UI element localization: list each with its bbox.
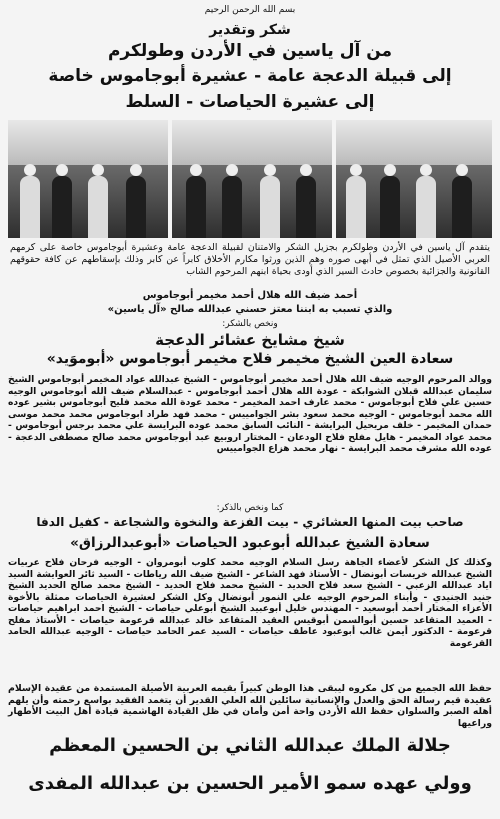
sheikh-title: شيخ مشايخ عشائر الدعجة — [155, 331, 345, 349]
gathering-photo-left — [8, 120, 168, 238]
host-line: صاحب بيت المنها العشائري - بيت الفزعة والنخوة والشجاعة - كفيل الدفا — [36, 515, 464, 529]
also-thanks-label: كما ونخص بالذكر: — [216, 503, 284, 513]
sheikh-name: سعادة العين الشيخ مخيمر فلاح مخيمر أبوجاموس «أبوموَيد» — [46, 351, 454, 367]
basmala: بسم الله الرحمن الرحيم — [204, 5, 296, 15]
crown-prince-line: وولي عهده سمو الأمير الحسين بن عبدالله المفدى — [28, 773, 472, 794]
deceased-name: أحمد ضيف الله هلال أحمد مخيمر أبوجاموس — [142, 290, 358, 301]
notice-heading: شكر وتقدير — [209, 22, 291, 38]
names-list-2: وكذلك كل الشكر لأعضاء الجاهة رسل السلام الوجيه محمد كلوب أبومروان - الوجيه فرحان فلاح عربيات الشيخ عبدالله خريسات أبونضال - الأستاذ فهد الشاعر - الشيخ ضيف الله رياطات - السيد ثائر العوايشة السيد اياد عبدالله الزعبي - الشيخ سعد فلاح الحديد - الشيخ محمد فلاح الحديد - الشيخ محمد صالح الحديد الشيخ جنيد الجنيدي - وأبناء المرحوم الوجيه علي النمور أبونضال وكل الشكر لعشيرة الحياصات ممثلة بالأخوة الأعزاء المختار أحمد أبوسعيد - المهندس خليل أبوعبيد الشيخ أبوعلي حياصات - الشيخ احمد ابراهيم حياصات - العميد المتقاعد حسين أبوالسمن أبوقيس العقيد المتقاعد خالد عبدالله قرعومة حياصات - الأستاذ مفلح قرعومة - الدكتور أيمن غالب أبوعبود عاطف حياصات - السيد عمر الحامد حياصات - الوجيه عبدالله الحامد القرعومة — [8, 557, 492, 649]
gathering-photo-right — [336, 120, 492, 238]
photo-strip — [8, 120, 492, 238]
recipient-line-2: إلى عشيرة الحياصات - السلط — [125, 92, 375, 112]
king-line: جلالة الملك عبدالله الثاني بن الحسين المعظم — [49, 735, 451, 756]
host-name: سعادة الشيخ عبدالله أبوعبود الحياصات «أبوعبدالرزاق» — [70, 535, 430, 551]
intro-paragraph: يتقدم آل ياسين في الأردن وطولكرم بجزيل الشكر والامتنان لقبيلة الدعجة عامة وعشيرة أبوجاموس خاصة على كرمهم العربي الأصيل الذي تمثل في أبهى صوره وهم الذين ورثوا مكارم الأخلاق كابراً عن كابر وذلك بإسقاطهم عن كافة حقوقهم القانونية والجزائية بخصوص حادث السير الذي أودى بحياة ابنهم المرحوم الشاب — [10, 242, 490, 277]
caused-by-line: والذي تسبب به ابننا معتز حسني عبدالله صالح «آل ياسين» — [107, 304, 393, 315]
gathering-photo-middle — [172, 120, 332, 238]
from-line: من آل ياسين في الأردن وطولكرم — [107, 41, 393, 61]
names-list-1: ووالد المرحوم الوجيه ضيف الله هلال أحمد مخيمر أبوجاموس - الشيخ عبدالله عواد المخيمر أبوجاموس الشيخ سليمان عبدالله قبلان الشوابكة - عودة الله هلال أحمد أبوجاموس - عبدالسلام ضيف الله أبوجاموس الوجيه حسين علي فلاح أبوجاموس - محمد عارف احمد المخيمر - محمد عودة الله محمد فليح أبوجاموس بشير عوده الله محمد أبوجاموس - الوجيه محمد سعود بشر الجوامييس - محمد فهد طراد ابوجاموس محمد محمد موسى حمدان المخيمر - خلف مريحيل البرايشة - النائب السابق محمد عوده البرايسة علي محمد برجس أبوجاموس - محمد عواد المخيمر - هايل مفلح فلاح الودعان - المختار اروبيع عبد أبوجاموس محمد صالح مصطفى الدعجة - عوده الله مشرف محمد البرايسة - نهار محمد هزاع الجوامييس — [8, 374, 492, 454]
special-thanks-label: ونخص بالشكر: — [222, 319, 278, 329]
closing-paragraph: حفظ الله الجميع من كل مكروه ليبقى هذا الوطن كبيراً بقيمه العربية الأصيلة المستمدة من عقيدة الإسلام عقيدة قيم رسالة الحق والعدل والإنسانية سائلين الله العلي القدير أن يتغمد الفقيد بواسع رحمته وأن يلهم أهله الصبر والسلوان حفظ الله الأردن واحة أمن وأمان في ظل القيادة الهاشمية قيادة أهل البيت الأطهار وراعيها — [8, 683, 492, 729]
recipient-line-1: إلى قبيلة الدعجة عامة - عشيرة أبوجاموس خاصة — [48, 66, 452, 86]
